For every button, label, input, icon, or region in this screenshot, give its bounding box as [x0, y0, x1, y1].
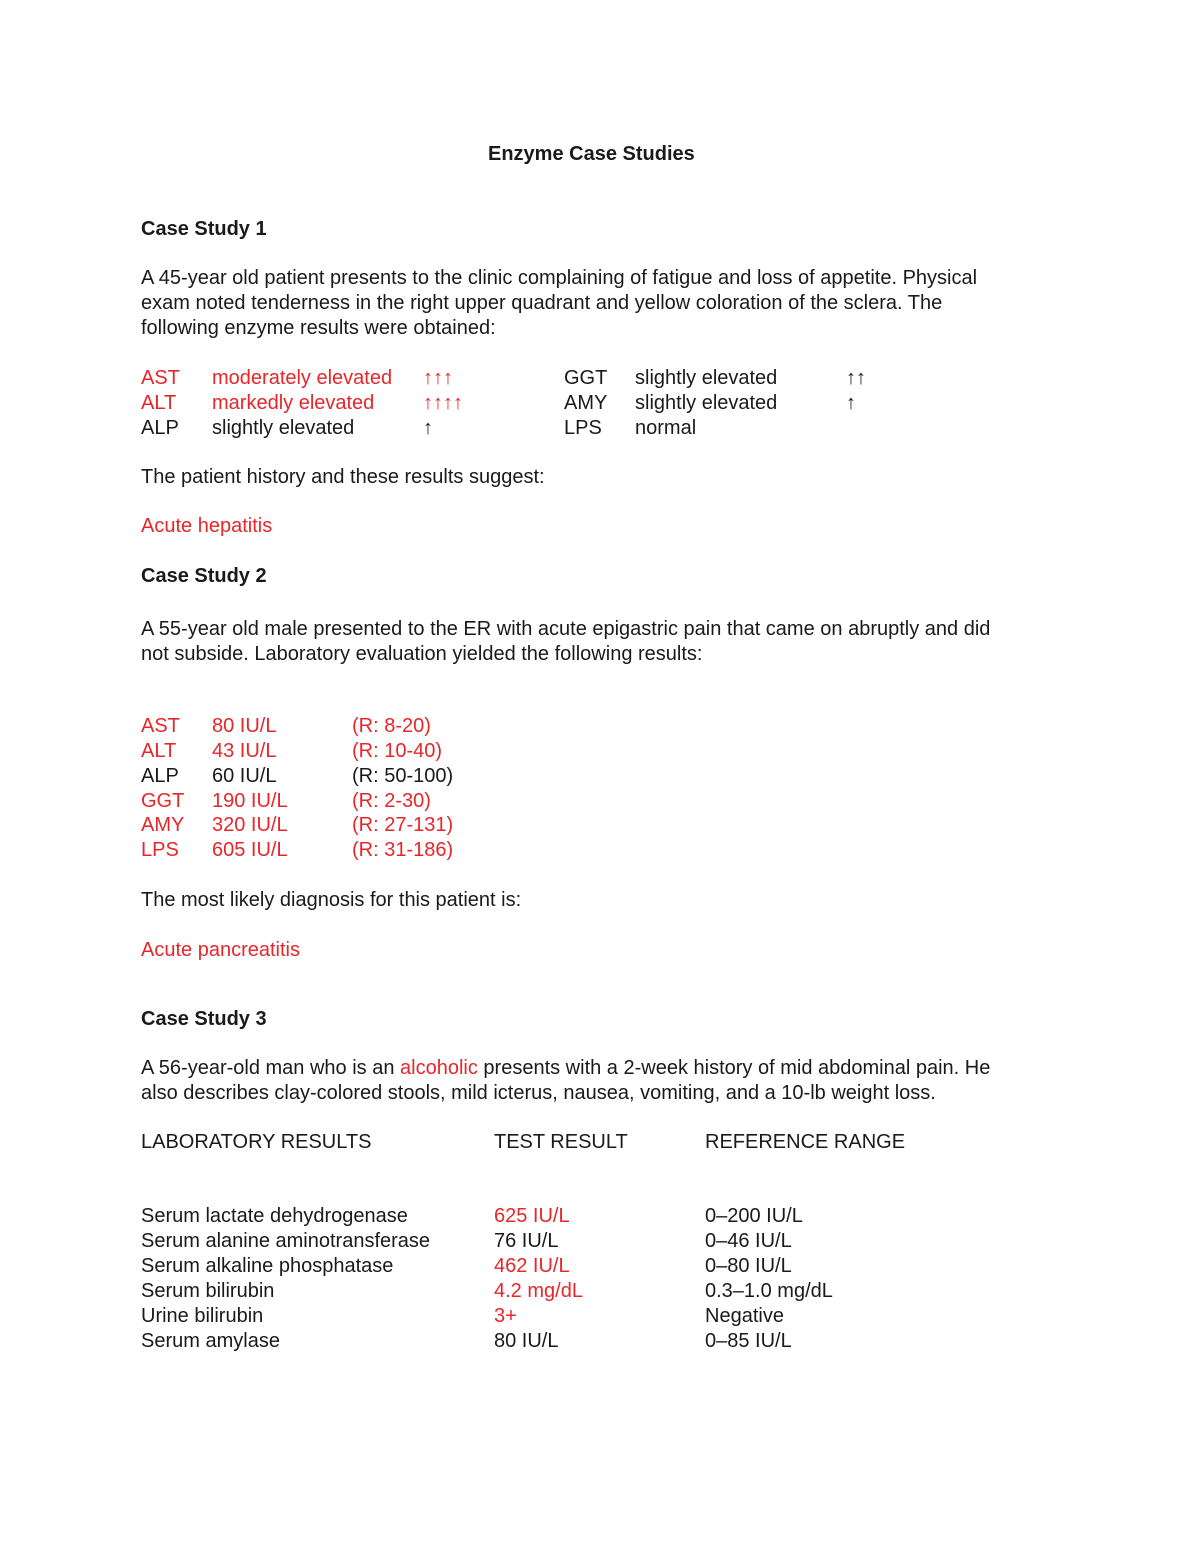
case2-intro-line: A 55-year old male presented to the ER with acute epigastric pain that came on abruptly and did — [141, 618, 991, 640]
case1-intro — [141, 266, 1071, 341]
column-header: LABORATORY RESULTS — [141, 1131, 372, 1153]
reference-range: 0–85 IU/L — [705, 1330, 792, 1352]
enzyme-level: slightly elevated — [212, 417, 355, 439]
page-title: Enzyme Case Studies — [488, 143, 695, 165]
case2-heading: Case Study 2 — [141, 565, 267, 587]
reference-range: (R: 10-40) — [352, 740, 443, 762]
enzyme-value: 60 IU/L — [212, 765, 277, 787]
arrow-indicator: ↑↑↑↑ — [423, 392, 463, 414]
test-name: Serum alanine aminotransferase — [141, 1230, 431, 1252]
case3-heading: Case Study 3 — [141, 1008, 267, 1030]
test-result: 80 IU/L — [494, 1330, 559, 1352]
test-name: Serum alkaline phosphatase — [141, 1255, 394, 1277]
test-name: Serum amylase — [141, 1330, 280, 1352]
case3-intro-after: presents with a 2-week history of mid abdominal pain. He — [477, 1057, 991, 1079]
reference-range: 0–80 IU/L — [705, 1255, 792, 1277]
reference-range: (R: 31-186) — [352, 839, 454, 861]
enzyme-value: 80 IU/L — [212, 715, 277, 737]
enzyme-name: ALT — [141, 740, 177, 762]
reference-range: 0–200 IU/L — [705, 1205, 803, 1227]
enzyme-name: ALT — [141, 392, 177, 414]
enzyme-level: slightly elevated — [635, 367, 778, 389]
reference-range: (R: 8-20) — [352, 715, 431, 737]
case1-answer: Acute hepatitis — [141, 515, 273, 537]
test-result: 4.2 mg/dL — [494, 1280, 583, 1302]
reference-range: Negative — [705, 1305, 784, 1327]
test-name: Serum bilirubin — [141, 1280, 275, 1302]
arrow-indicator: ↑ — [423, 417, 433, 439]
case1-question: The patient history and these results suggest: — [141, 466, 545, 488]
enzyme-value: 320 IU/L — [212, 814, 288, 836]
reference-range: (R: 27-131) — [352, 814, 454, 836]
enzyme-value: 605 IU/L — [212, 839, 288, 861]
case1-intro-line: A 45-year old patient presents to the clinic complaining of fatigue and loss of appetite. Physical — [141, 267, 978, 289]
case2-question: The most likely diagnosis for this patient is: — [141, 889, 522, 911]
case3-intro-before: A 56-year-old man who is an — [141, 1057, 401, 1079]
enzyme-level: markedly elevated — [212, 392, 375, 414]
enzyme-name: GGT — [141, 790, 185, 812]
test-result: 3+ — [494, 1305, 517, 1327]
alcoholic-highlight: alcoholic — [400, 1057, 478, 1079]
enzyme-name: AST — [141, 367, 180, 389]
column-header: REFERENCE RANGE — [705, 1131, 906, 1153]
case3-intro-line: also describes clay-colored stools, mild icterus, nausea, vomiting, and a 10-lb weight loss. — [141, 1082, 936, 1104]
enzyme-level: normal — [635, 417, 697, 439]
enzyme-name: AMY — [564, 392, 608, 414]
column-header: TEST RESULT — [494, 1131, 628, 1153]
case1-heading: Case Study 1 — [141, 218, 267, 240]
enzyme-name: LPS — [141, 839, 179, 861]
enzyme-name: ALP — [141, 765, 179, 787]
enzyme-name: GGT — [564, 367, 608, 389]
enzyme-name: ALP — [141, 417, 179, 439]
enzyme-name: AST — [141, 715, 180, 737]
case2-intro — [141, 617, 1071, 667]
case1-intro-line: exam noted tenderness in the right upper quadrant and yellow coloration of the sclera. The — [141, 292, 943, 314]
test-name: Urine bilirubin — [141, 1305, 264, 1327]
test-result: 625 IU/L — [494, 1205, 570, 1227]
arrow-indicator: ↑↑↑ — [423, 367, 453, 389]
reference-range: 0–46 IU/L — [705, 1230, 792, 1252]
arrow-indicator: ↑↑ — [846, 367, 866, 389]
case1-intro-line: following enzyme results were obtained: — [141, 317, 496, 339]
case3-intro-line — [141, 1056, 1071, 1081]
enzyme-value: 43 IU/L — [212, 740, 277, 762]
arrow-indicator: ↑ — [846, 392, 856, 414]
reference-range: (R: 50-100) — [352, 765, 454, 787]
enzyme-level: moderately elevated — [212, 367, 393, 389]
enzyme-name: LPS — [564, 417, 602, 439]
case2-answer: Acute pancreatitis — [141, 939, 300, 961]
enzyme-value: 190 IU/L — [212, 790, 288, 812]
test-name: Serum lactate dehydrogenase — [141, 1205, 408, 1227]
enzyme-level: slightly elevated — [635, 392, 778, 414]
reference-range: (R: 2-30) — [352, 790, 431, 812]
test-result: 76 IU/L — [494, 1230, 559, 1252]
reference-range: 0.3–1.0 mg/dL — [705, 1280, 833, 1302]
test-result: 462 IU/L — [494, 1255, 570, 1277]
case2-intro-line: not subside. Laboratory evaluation yielded the following results: — [141, 643, 703, 665]
case3-intro — [141, 1056, 1071, 1106]
enzyme-name: AMY — [141, 814, 185, 836]
